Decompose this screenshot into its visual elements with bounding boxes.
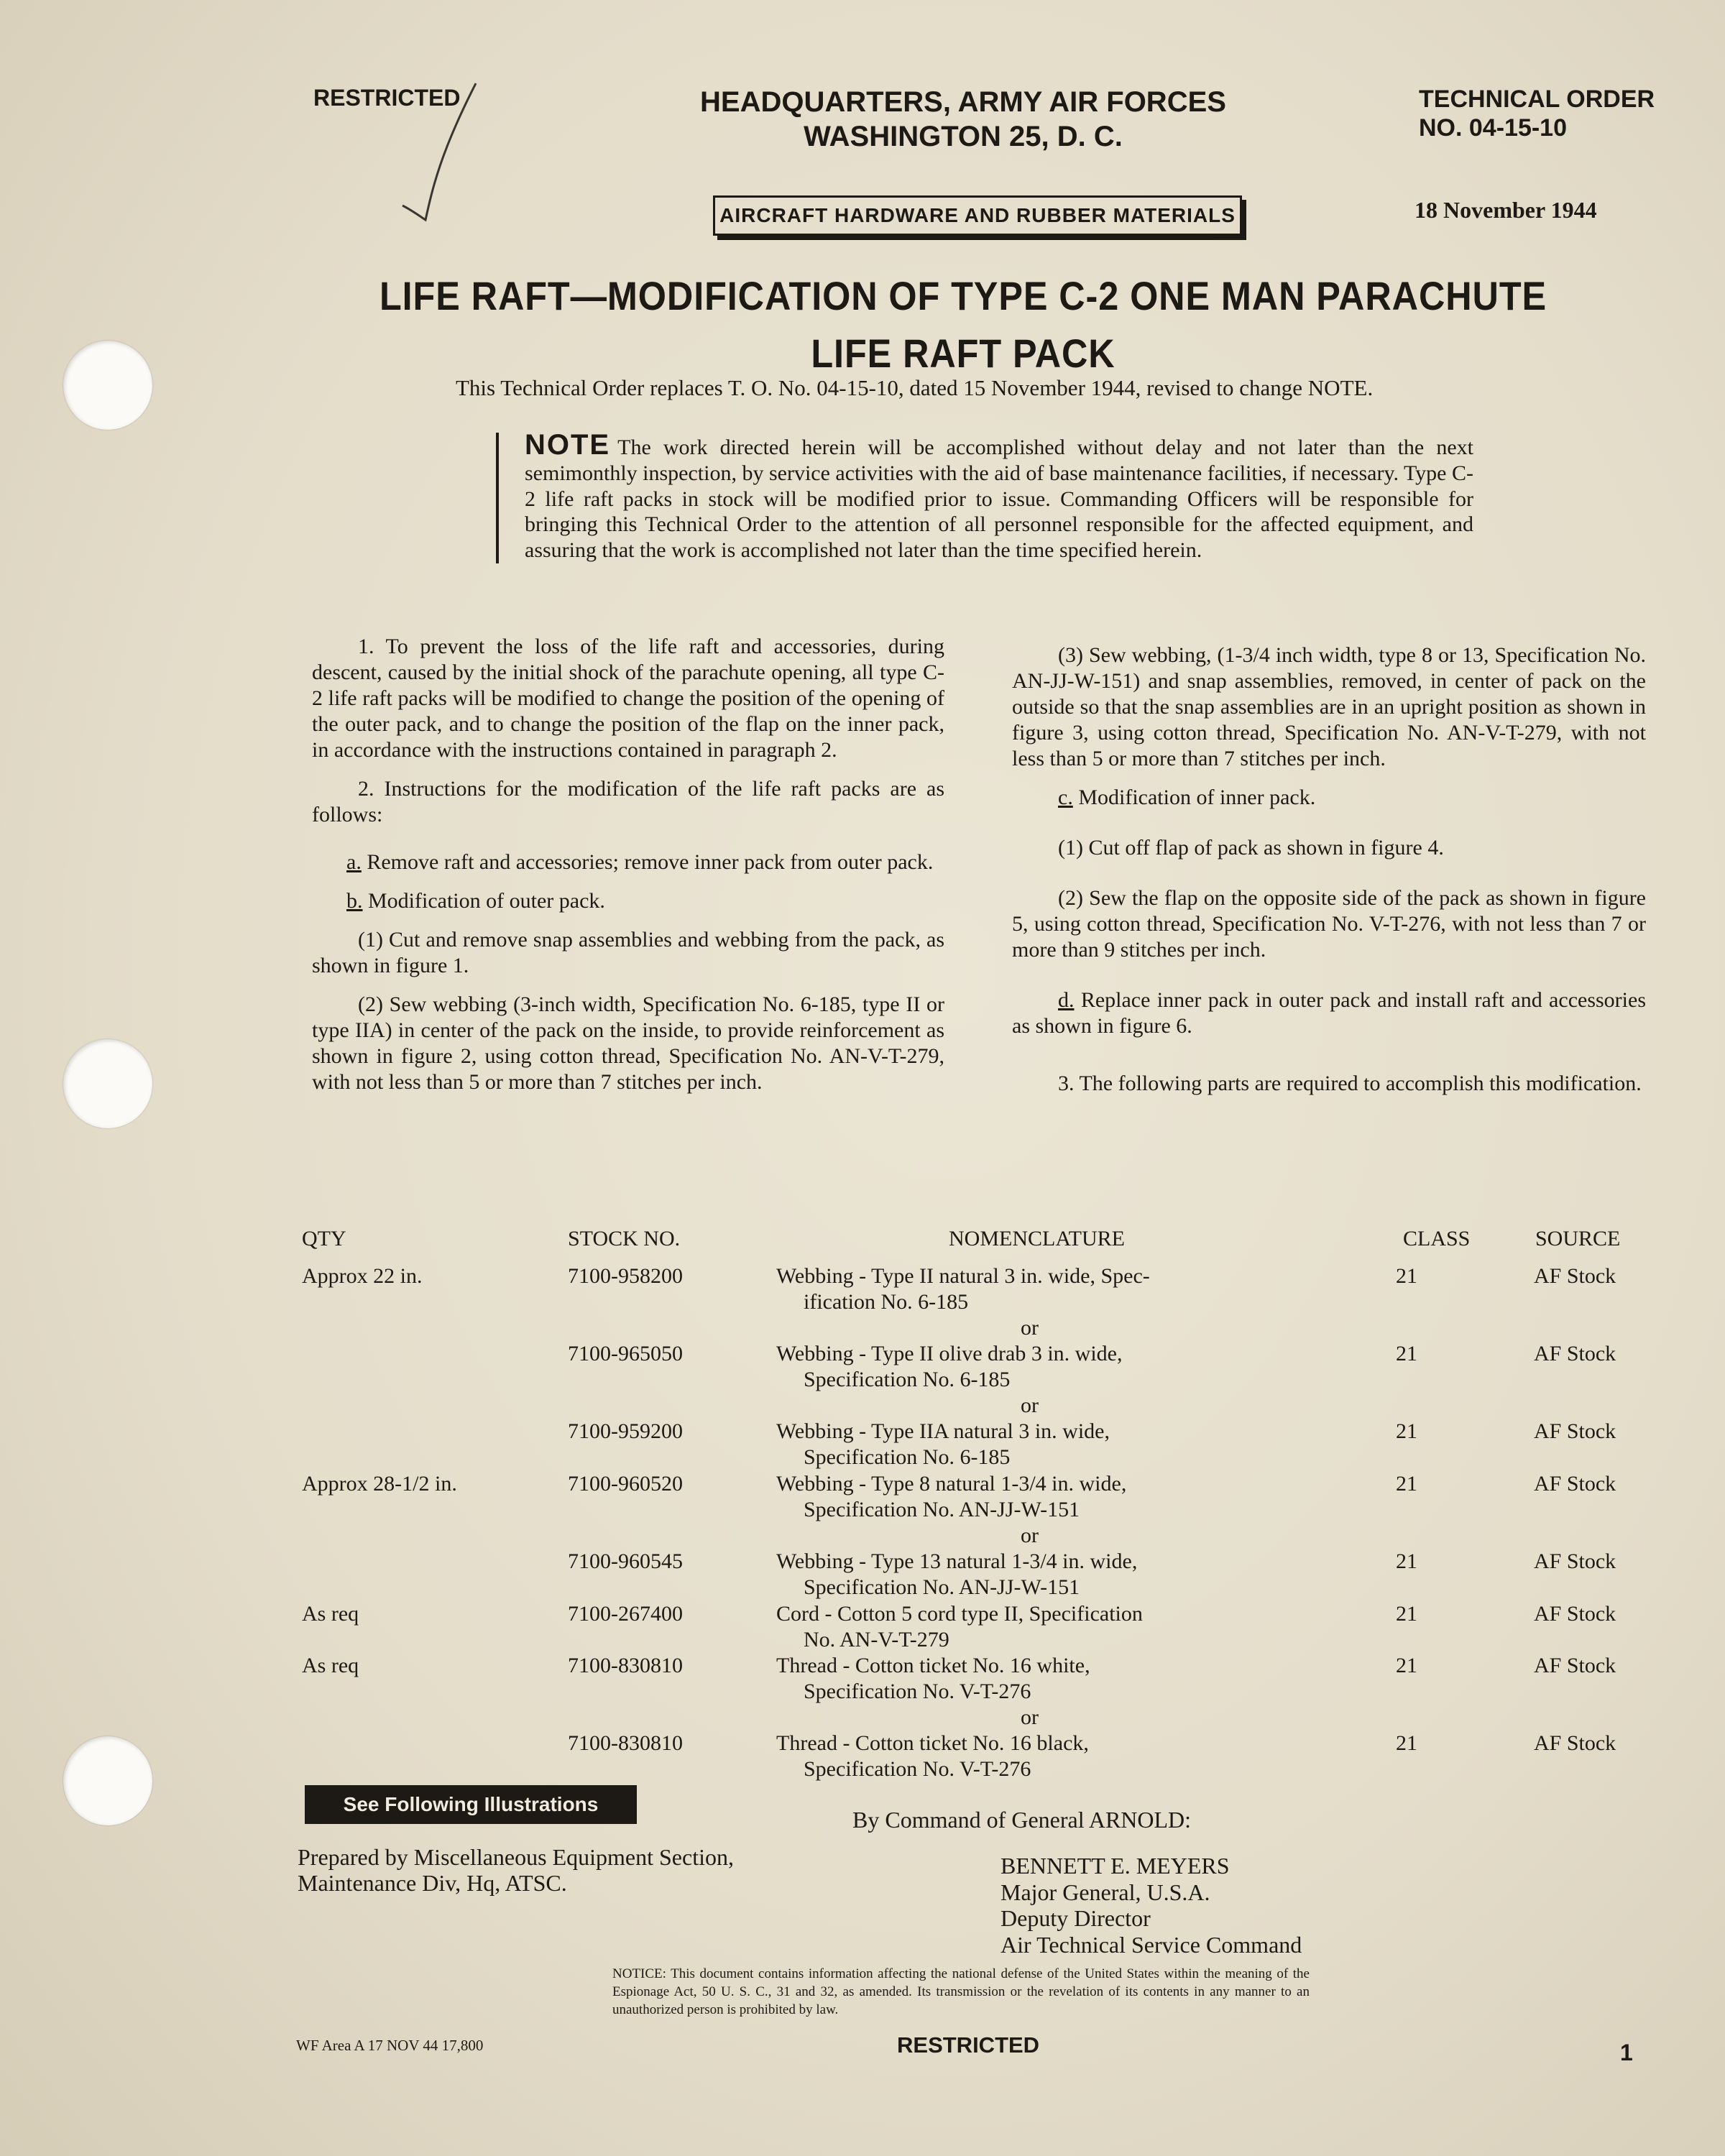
- cell-nomenclature-cont: Specification No. AN-JJ-W-151: [804, 1498, 1080, 1521]
- paragraph-1: 1. To prevent the loss of the life raft and accessories, during descent, caused by the initial shock of the parachute opening, all type C-2 life raft packs will be modified to change the position of the opening of the outer pack, and to change the position of the flap on the inner pack, in accordance with the instructions contained in paragraph 2.: [312, 635, 944, 762]
- title-line2: LIFE RAFT PACK: [811, 331, 1116, 376]
- page-title: [368, 267, 1558, 382]
- parts-table: [302, 1226, 1653, 1781]
- or-separator: or: [1021, 1316, 1039, 1340]
- step-d-letter: d.: [1058, 988, 1075, 1012]
- org-line2: WASHINGTON 25, D. C.: [804, 121, 1123, 152]
- step-a: [312, 849, 944, 875]
- classification-bottom: RESTRICTED: [897, 2032, 1040, 2058]
- cell-source: AF Stock: [1534, 1731, 1616, 1755]
- cell-class: 21: [1396, 1654, 1417, 1677]
- step-c: [1012, 785, 1646, 811]
- body-column-left: [312, 634, 944, 1108]
- step-b2: (2) Sew webbing (3-inch width, Specification No. 6-185, type II or type IIA) in center of the pack on the inside, to provide reinforcement as shown in figure 2, using cotton thread, Specification No. AN-V-T-279, with not less than 5 or more than 7 stitches per inch.: [312, 992, 944, 1094]
- technical-order-number: [1419, 85, 1655, 142]
- signatory-name: BENNETT E. MEYERS: [1000, 1853, 1230, 1879]
- step-c2: (2) Sew the flap on the opposite side of the pack as shown in figure 5, using cotton thread, Specification No. V-T-276, with not less than 7 or more than 9 stitches per inch.: [1012, 886, 1646, 962]
- cell-nomenclature-cont: Specification No. 6-185: [804, 1445, 1011, 1469]
- cell-nomenclature-cont: Specification No. 6-185: [804, 1368, 1011, 1391]
- cell-source: AF Stock: [1534, 1549, 1616, 1573]
- step-c1: (1) Cut off flap of pack as shown in figure 4.: [1058, 836, 1444, 860]
- cell-nomenclature-cont: No. AN-V-T-279: [804, 1628, 949, 1651]
- cell-nomenclature: Webbing - Type 8 natural 1-3/4 in. wide,: [776, 1472, 1127, 1496]
- cell-class: 21: [1396, 1549, 1417, 1573]
- cell-qty: Approx 22 in.: [302, 1264, 423, 1288]
- cell-stock-no: 7100-958200: [568, 1264, 683, 1288]
- column-header-qty: QTY: [302, 1227, 346, 1250]
- step-b3: (3) Sew webbing, (1-3/4 inch width, type 8 or 13, Specification No. AN-JJ-W-151) and snap assemblies, removed, in center of pack on the outside so that the snap assemblies are in an upright position as shown in figure 3, using cotton thread, Specification No. AN-V-T-279, with not less than 5 or more than 7 stitches per inch.: [1012, 643, 1646, 770]
- cell-source: AF Stock: [1534, 1419, 1616, 1443]
- cell-nomenclature: Webbing - Type II natural 3 in. wide, Spec-: [776, 1264, 1150, 1288]
- signatory-title2: Air Technical Service Command: [1000, 1931, 1302, 1958]
- signature-block: [1000, 1853, 1302, 1958]
- category-label: AIRCRAFT HARDWARE AND RUBBER MATERIALS: [713, 195, 1242, 236]
- cell-nomenclature-cont: ification No. 6-185: [804, 1290, 969, 1314]
- cell-nomenclature-cont: Specification No. AN-JJ-W-151: [804, 1575, 1080, 1599]
- signatory-rank: Major General, U.S.A.: [1000, 1879, 1210, 1905]
- cell-stock-no: 7100-267400: [568, 1602, 683, 1626]
- column-header-class: CLASS: [1403, 1227, 1471, 1250]
- cell-stock-no: 7100-960520: [568, 1472, 683, 1496]
- step-d: [1012, 987, 1646, 1039]
- by-command-line: By Command of General ARNOLD:: [852, 1807, 1192, 1833]
- step-b-letter: b.: [346, 889, 363, 913]
- or-separator: or: [1021, 1705, 1039, 1729]
- org-line1: HEADQUARTERS, ARMY AIR FORCES: [700, 86, 1226, 118]
- classification-top: RESTRICTED: [313, 85, 461, 111]
- body-column-right: [1012, 642, 1646, 1110]
- cell-nomenclature: Webbing - Type 13 natural 1-3/4 in. wide,: [776, 1549, 1138, 1573]
- cell-stock-no: 7100-960545: [568, 1549, 683, 1573]
- step-a-text: Remove raft and accessories; remove inner pack from outer pack.: [361, 850, 934, 874]
- security-notice: NOTICE: This document contains information affecting the national defense of the United States within the meaning of the Espionage Act, 50 U. S. C., 31 and 32, as amended. Its transmission or the revelation of its contents in any manner to an unauthorized person is prohibited by law.: [612, 1966, 1310, 2017]
- binder-hole: [63, 1039, 152, 1128]
- cell-stock-no: 7100-830810: [568, 1731, 683, 1755]
- cell-qty: As req: [302, 1602, 359, 1626]
- column-header-source: SOURCE: [1535, 1227, 1621, 1250]
- prepared-line2: Maintenance Div, Hq, ATSC.: [298, 1870, 567, 1896]
- cell-stock-no: 7100-959200: [568, 1419, 683, 1443]
- cell-nomenclature: Webbing - Type IIA natural 3 in. wide,: [776, 1419, 1110, 1443]
- paragraph-2: 2. Instructions for the modification of the life raft packs are as follows:: [312, 777, 944, 826]
- step-b1: (1) Cut and remove snap assemblies and webbing from the pack, as shown in figure 1.: [312, 928, 944, 977]
- column-header-nomenclature: NOMENCLATURE: [949, 1227, 1125, 1250]
- title-line1: LIFE RAFT—MODIFICATION OF TYPE C-2 ONE MAN PARACHUTE: [379, 273, 1547, 318]
- illustrations-banner: See Following Illustrations: [305, 1785, 637, 1824]
- cell-class: 21: [1396, 1342, 1417, 1365]
- cell-source: AF Stock: [1534, 1602, 1616, 1626]
- prepared-line1: Prepared by Miscellaneous Equipment Section,: [298, 1844, 734, 1870]
- cell-class: 21: [1396, 1472, 1417, 1496]
- step-c-letter: c.: [1058, 786, 1073, 809]
- parts-table-header: [302, 1226, 1653, 1263]
- cell-class: 21: [1396, 1264, 1417, 1288]
- or-separator: or: [1021, 1524, 1039, 1547]
- cell-class: 21: [1396, 1419, 1417, 1443]
- replaces-statement: This Technical Order replaces T. O. No. 04-15-10, dated 15 November 1944, revised to change NOTE.: [456, 375, 1374, 400]
- cell-source: AF Stock: [1534, 1264, 1616, 1288]
- issuing-organization: [647, 85, 1279, 154]
- note-text: The work directed herein will be accomplished without delay and not later than the next semimonthly inspection, by service activities with the aid of base maintenance facilities, if necessary. Type C-2 life raft packs in stock will be modified prior to issue. Commanding Officers will be responsible for bringing this Technical Order to the attention of all personnel responsible for the affected equipment, and assuring that the work is accomplished not later than the time specified herein.: [525, 436, 1473, 563]
- note-block: [496, 429, 1473, 563]
- signatory-title1: Deputy Director: [1000, 1905, 1151, 1931]
- step-a-letter: a.: [346, 850, 362, 874]
- page-number: 1: [1620, 2040, 1633, 2065]
- binder-hole: [63, 341, 152, 430]
- step-b-text: Modification of outer pack.: [362, 889, 605, 913]
- prepared-by: [298, 1844, 734, 1896]
- cell-stock-no: 7100-830810: [568, 1654, 683, 1677]
- binder-hole: [63, 1736, 152, 1825]
- step-b: [312, 888, 944, 914]
- issue-date: 18 November 1944: [1414, 197, 1597, 223]
- cell-source: AF Stock: [1534, 1342, 1616, 1365]
- cell-class: 21: [1396, 1602, 1417, 1626]
- print-code: WF Area A 17 NOV 44 17,800: [296, 2037, 484, 2054]
- cell-nomenclature-cont: Specification No. V-T-276: [804, 1680, 1031, 1703]
- cell-source: AF Stock: [1534, 1654, 1616, 1677]
- to-line1: TECHNICAL ORDER: [1419, 86, 1655, 113]
- note-label: NOTE: [525, 429, 611, 461]
- or-separator: or: [1021, 1393, 1039, 1417]
- cell-nomenclature-cont: Specification No. V-T-276: [804, 1757, 1031, 1781]
- cell-qty: Approx 28-1/2 in.: [302, 1472, 457, 1496]
- cell-class: 21: [1396, 1731, 1417, 1755]
- to-line2: NO. 04-15-10: [1419, 114, 1567, 142]
- cell-stock-no: 7100-965050: [568, 1342, 683, 1365]
- paragraph-3: 3. The following parts are required to accomplish this modification.: [1058, 1072, 1642, 1095]
- cell-nomenclature: Thread - Cotton ticket No. 16 white,: [776, 1654, 1090, 1677]
- cell-source: AF Stock: [1534, 1472, 1616, 1496]
- step-c-text: Modification of inner pack.: [1072, 786, 1316, 809]
- cell-qty: As req: [302, 1654, 359, 1677]
- cell-nomenclature: Cord - Cotton 5 cord type II, Specification: [776, 1602, 1143, 1626]
- step-d-text: Replace inner pack in outer pack and install raft and accessories as shown in figure 6.: [1012, 988, 1646, 1038]
- cell-nomenclature: Thread - Cotton ticket No. 16 black,: [776, 1731, 1089, 1755]
- cell-nomenclature: Webbing - Type II olive drab 3 in. wide,: [776, 1342, 1123, 1365]
- column-header-stock: STOCK NO.: [568, 1227, 681, 1250]
